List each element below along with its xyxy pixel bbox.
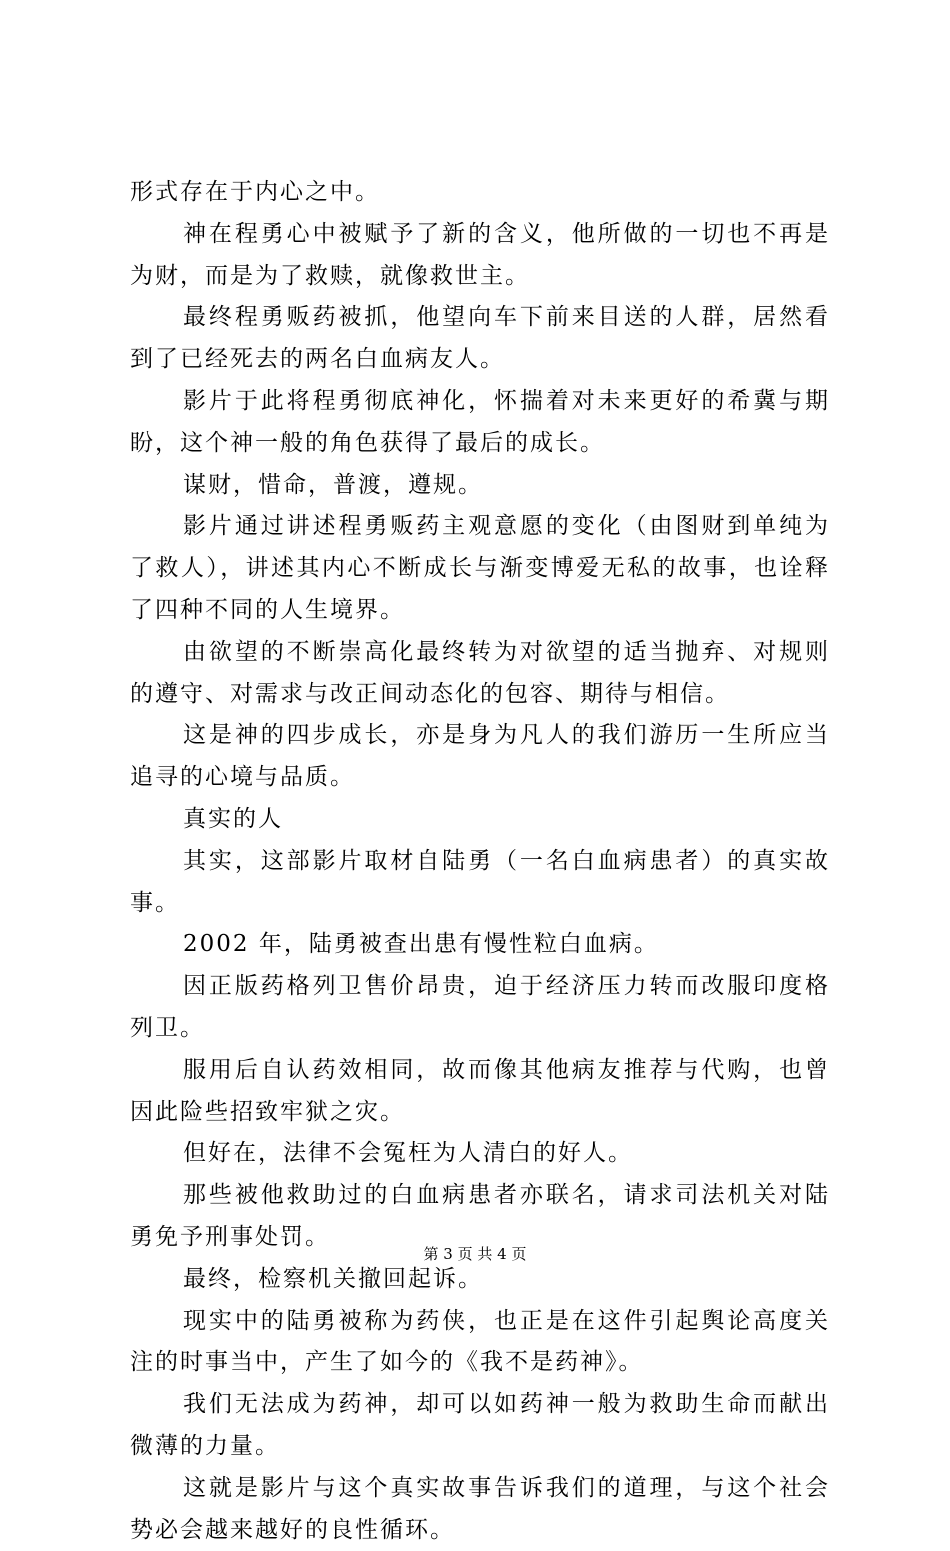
paragraph: 最终，检察机关撤回起诉。: [183, 1265, 483, 1292]
paragraph: 那些被他救助过的白血病患者亦联名，请求司法机关对陆勇免予刑事处罚。: [130, 1182, 830, 1250]
paragraph: 影片通过讲述程勇贩药主观意愿的变化（由图财到单纯为了救人），讲述其内心不断成长与渐变博爱无私的故事，也诠释了四种不同的人生境界。: [130, 513, 830, 623]
paragraph: 神在程勇心中被赋予了新的含义，他所做的一切也不再是为财，而是为了救赎，就像救世主。: [130, 220, 830, 289]
paragraph: 影片于此将程勇彻底神化，怀揣着对未来更好的希冀与期盼，这个神一般的角色获得了最后的成长。: [130, 387, 830, 456]
paragraph: 我们无法成为药神，却可以如药神一般为救助生命而献出微薄的力量。: [130, 1391, 830, 1459]
paragraph: 因正版药格列卫售价昂贵，迫于经济压力转而改服印度格列卫。: [130, 973, 830, 1041]
paragraph: 谋财，惜命，普渡，遵规。: [183, 471, 483, 498]
paragraph: 由欲望的不断崇高化最终转为对欲望的适当抛弃、对规则的遵守、对需求与改正间动态化的包容、期待与相信。: [130, 638, 830, 707]
paragraph: 这是神的四步成长，亦是身为凡人的我们游历一生所应当追寻的心境与品质。: [130, 722, 830, 791]
paragraph: 形式存在于内心之中。: [130, 179, 380, 205]
paragraph: 其实，这部影片取材自陆勇（一名白血病患者）的真实故事。: [130, 847, 830, 916]
page-footer: 第 3 页 共 4 页: [423, 1245, 527, 1263]
section-heading: 真实的人: [183, 805, 283, 832]
paragraph: 2002 年，陆勇被查出患有慢性粒白血病。: [183, 931, 659, 958]
paragraph: 但好在，法律不会冤枉为人清白的好人。: [183, 1140, 633, 1167]
paragraph: 现实中的陆勇被称为药侠，也正是在这件引起舆论高度关注的时事当中，产生了如今的《我不是药神》。: [130, 1307, 830, 1376]
document-body: [130, 172, 830, 1551]
paragraph: 服用后自认药效相同，故而像其他病友推荐与代购，也曾因此险些招致牢狱之灾。: [130, 1056, 830, 1125]
paragraph: 最终程勇贩药被抓，他望向车下前来目送的人群，居然看到了已经死去的两名白血病友人。: [130, 304, 830, 373]
paragraph: 这就是影片与这个真实故事告诉我们的道理，与这个社会势必会越来越好的良性循环。: [130, 1474, 830, 1543]
